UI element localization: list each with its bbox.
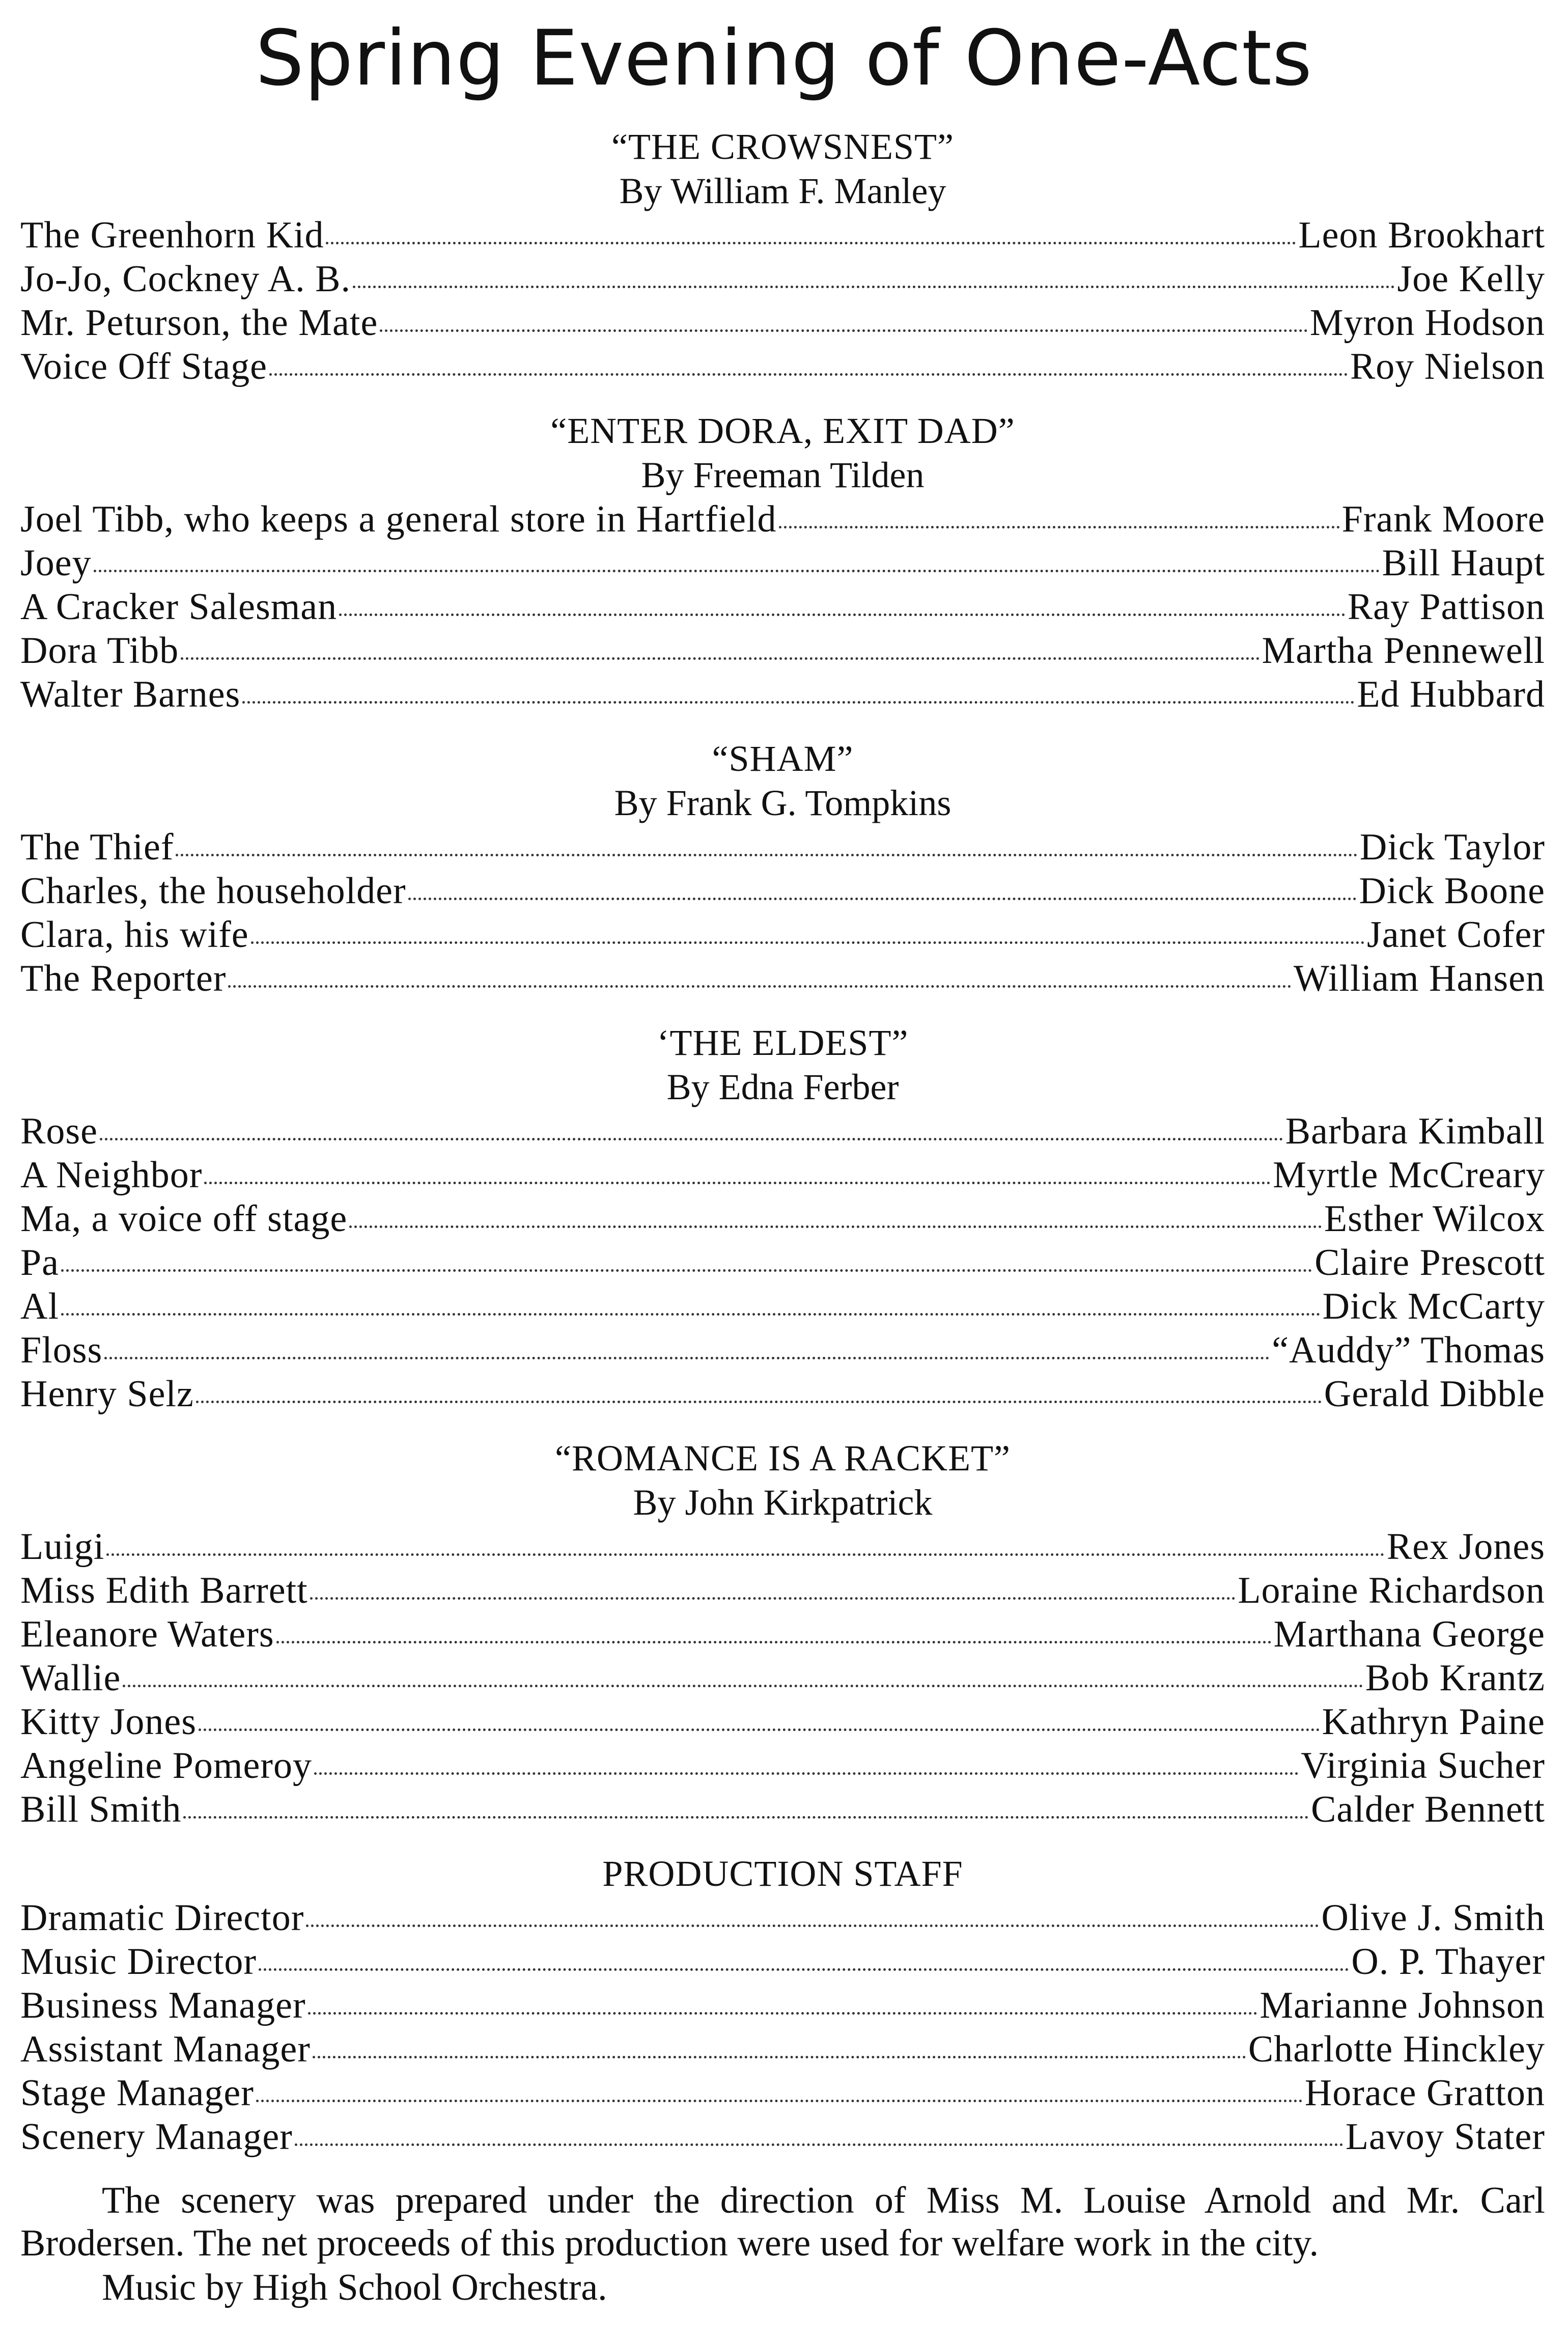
play-section: [20, 1021, 1545, 1416]
cast-row: [20, 1372, 1545, 1416]
cast-row: [20, 629, 1545, 673]
cast-row: [20, 1788, 1545, 1831]
actor-name: Charlotte Hinckley: [1248, 2028, 1545, 2070]
actor-name: Olive J. Smith: [1321, 1897, 1545, 1939]
actor-name: Janet Cofer: [1366, 914, 1545, 956]
actor-name: William Hansen: [1294, 958, 1545, 999]
actor-name: Leon Brookhart: [1298, 214, 1545, 256]
role-name: Rose: [20, 1110, 98, 1152]
role-name: Clara, his wife: [20, 914, 249, 956]
cast-row: [20, 2115, 1545, 2159]
cast-row: [20, 1569, 1545, 1612]
play-author: By John Kirkpatrick: [633, 1482, 933, 1523]
role-name: Walter Barnes: [20, 674, 241, 715]
dot-leader: [408, 898, 1357, 900]
actor-name: Roy Nielson: [1350, 346, 1545, 387]
dot-leader: [295, 2143, 1343, 2146]
cast-row: [20, 1612, 1545, 1656]
cast-row: [20, 1197, 1545, 1241]
cast-row: [20, 673, 1545, 716]
play-author: By Freeman Tilden: [641, 455, 925, 495]
cast-row: [20, 1896, 1545, 1940]
music-credit: Music by High School Orchestra.: [102, 2267, 607, 2308]
cast-row: [20, 541, 1545, 585]
actor-name: Joe Kelly: [1397, 258, 1545, 300]
scenery-note: The scenery was prepared under the direction of Miss M. Louise Arnold and Mr. Carl Brodersen. The net proceeds of this production were used for welfare work in the city.: [20, 2180, 1545, 2264]
role-name: Charles, the householder: [20, 870, 406, 912]
cast-row: [20, 1525, 1545, 1569]
play-heading: [20, 125, 1545, 213]
role-name: Miss Edith Barrett: [20, 1570, 308, 1611]
role-name: Voice Off Stage: [20, 346, 267, 387]
dot-leader: [106, 1553, 1385, 1556]
role-name: Pa: [20, 1242, 59, 1284]
actor-name: Bob Krantz: [1365, 1657, 1545, 1699]
dot-leader: [181, 657, 1259, 660]
role-name: Angeline Pomeroy: [20, 1745, 312, 1787]
dot-leader: [123, 1685, 1363, 1687]
role-name: Mr. Peturson, the Mate: [20, 302, 378, 344]
dot-leader: [314, 1772, 1299, 1775]
play-title: “ENTER DORA, EXIT DAD”: [550, 410, 1015, 451]
page-title: Spring Evening of One-Acts: [255, 14, 1313, 103]
cast-row: [20, 2027, 1545, 2071]
dot-leader: [199, 1728, 1320, 1731]
actor-name: Gerald Dibble: [1324, 1373, 1545, 1415]
actor-name: Horace Gratton: [1304, 2072, 1545, 2114]
actor-name: Dick Taylor: [1359, 826, 1545, 868]
play-title: PRODUCTION STAFF: [602, 1853, 963, 1894]
dot-leader: [380, 329, 1308, 332]
cast-row: [20, 1744, 1545, 1788]
cast-row: [20, 957, 1545, 1000]
role-name: Joel Tibb, who keeps a general store in Hartfield: [20, 498, 777, 540]
role-name: Assistant Manager: [20, 2028, 311, 2070]
dot-leader: [339, 614, 1346, 616]
actor-name: Esther Wilcox: [1324, 1198, 1545, 1240]
actor-name: Dick Boone: [1359, 870, 1545, 912]
actor-name: Bill Haupt: [1382, 542, 1545, 584]
dot-leader: [353, 286, 1395, 288]
play-title: “SHAM”: [712, 738, 854, 779]
actor-name: Virginia Sucher: [1301, 1745, 1545, 1787]
actor-name: Calder Bennett: [1311, 1789, 1545, 1830]
role-name: Business Manager: [20, 1985, 306, 2026]
play-heading: [20, 1852, 1545, 1896]
cast-row: [20, 2071, 1545, 2115]
role-name: Al: [20, 1286, 59, 1327]
actor-name: O. P. Thayer: [1351, 1941, 1545, 1983]
play-heading: [20, 737, 1545, 825]
role-name: Eleanore Waters: [20, 1613, 274, 1655]
dot-leader: [196, 1401, 1322, 1403]
dot-leader: [183, 1816, 1309, 1819]
dot-leader: [242, 701, 1355, 704]
cast-row: [20, 869, 1545, 913]
dot-leader: [204, 1182, 1271, 1184]
actor-name: Kathryn Paine: [1322, 1701, 1545, 1743]
actor-name: Marthana George: [1273, 1613, 1545, 1655]
actor-name: Claire Prescott: [1314, 1242, 1545, 1284]
cast-row: [20, 1285, 1545, 1328]
role-name: The Greenhorn Kid: [20, 214, 324, 256]
dot-leader: [313, 2056, 1246, 2058]
play-section: [20, 1852, 1545, 2159]
cast-row: [20, 913, 1545, 957]
dot-leader: [256, 2100, 1303, 2102]
play-section: [20, 737, 1545, 1000]
actor-name: Marianne Johnson: [1259, 1985, 1545, 2026]
cast-row: [20, 585, 1545, 629]
role-name: Joey: [20, 542, 92, 584]
cast-row: [20, 1241, 1545, 1285]
play-heading: [20, 1436, 1545, 1525]
actor-name: Rex Jones: [1386, 1526, 1545, 1568]
dot-leader: [104, 1357, 1270, 1359]
play-author: By Edna Ferber: [666, 1067, 899, 1107]
cast-list: [20, 1525, 1545, 1831]
cast-row: [20, 257, 1545, 301]
dot-leader: [326, 242, 1296, 244]
actor-name: Ray Pattison: [1347, 586, 1545, 628]
play-section: [20, 409, 1545, 716]
role-name: The Reporter: [20, 958, 227, 999]
actor-name: Lavoy Stater: [1345, 2116, 1545, 2158]
dot-leader: [276, 1641, 1272, 1643]
role-name: Stage Manager: [20, 2072, 254, 2114]
cast-row: [20, 825, 1545, 869]
dot-leader: [310, 1597, 1236, 1600]
play-section: [20, 125, 1545, 388]
dot-leader: [306, 1925, 1319, 1927]
dot-leader: [259, 1968, 1349, 1971]
role-name: Kitty Jones: [20, 1701, 197, 1743]
cast-row: [20, 497, 1545, 541]
cast-row: [20, 1153, 1545, 1197]
role-name: Scenery Manager: [20, 2116, 293, 2158]
dot-leader: [269, 373, 1348, 376]
actor-name: Barbara Kimball: [1285, 1110, 1545, 1152]
actor-name: Ed Hubbard: [1357, 674, 1545, 715]
role-name: Bill Smith: [20, 1789, 182, 1830]
role-name: Dramatic Director: [20, 1897, 304, 1939]
play-author: By William F. Manley: [619, 171, 946, 211]
cast-row: [20, 1700, 1545, 1744]
cast-row: [20, 213, 1545, 257]
role-name: A Cracker Salesman: [20, 586, 338, 628]
dot-leader: [228, 985, 1292, 988]
dot-leader: [251, 941, 1365, 944]
cast-row: [20, 1328, 1545, 1372]
cast-row: [20, 1984, 1545, 2027]
play-heading: [20, 409, 1545, 497]
cast-list: [20, 497, 1545, 716]
dot-leader: [61, 1313, 1321, 1316]
cast-row: [20, 1940, 1545, 1984]
cast-row: [20, 1656, 1545, 1700]
actor-name: Loraine Richardson: [1238, 1570, 1545, 1611]
cast-list: [20, 825, 1545, 1000]
dot-leader: [100, 1138, 1283, 1140]
role-name: Luigi: [20, 1526, 105, 1568]
role-name: Floss: [20, 1329, 103, 1371]
role-name: Ma, a voice off stage: [20, 1198, 348, 1240]
actor-name: Martha Pennewell: [1262, 630, 1545, 672]
play-title: “ROMANCE IS A RACKET”: [554, 1438, 1011, 1479]
actor-name: Dick McCarty: [1322, 1286, 1545, 1327]
cast-row: [20, 301, 1545, 345]
dot-leader: [176, 854, 1357, 856]
dot-leader: [94, 570, 1380, 572]
program-content: [20, 125, 1545, 2310]
role-name: The Thief: [20, 826, 174, 868]
dot-leader: [61, 1269, 1312, 1272]
play-author: By Frank G. Tompkins: [614, 783, 951, 823]
actor-name: “Auddy” Thomas: [1272, 1329, 1545, 1371]
role-name: Music Director: [20, 1941, 257, 1983]
dot-leader: [308, 2012, 1258, 2015]
actor-name: Myron Hodson: [1309, 302, 1545, 344]
play-title: ‘THE ELDEST”: [657, 1022, 909, 1063]
role-name: Wallie: [20, 1657, 121, 1699]
dot-leader: [349, 1225, 1322, 1228]
role-name: A Neighbor: [20, 1154, 203, 1196]
role-name: Jo-Jo, Cockney A. B.: [20, 258, 351, 300]
actor-name: Frank Moore: [1341, 498, 1545, 540]
play-section: [20, 1436, 1545, 1831]
actor-name: Myrtle McCreary: [1273, 1154, 1545, 1196]
dot-leader: [779, 526, 1340, 528]
play-heading: [20, 1021, 1545, 1109]
cast-list: [20, 1896, 1545, 2159]
cast-row: [20, 1109, 1545, 1153]
cast-row: [20, 345, 1545, 388]
role-name: Dora Tibb: [20, 630, 179, 672]
role-name: Henry Selz: [20, 1373, 194, 1415]
cast-list: [20, 213, 1545, 388]
play-title: “THE CROWSNEST”: [611, 126, 954, 167]
cast-list: [20, 1109, 1545, 1416]
